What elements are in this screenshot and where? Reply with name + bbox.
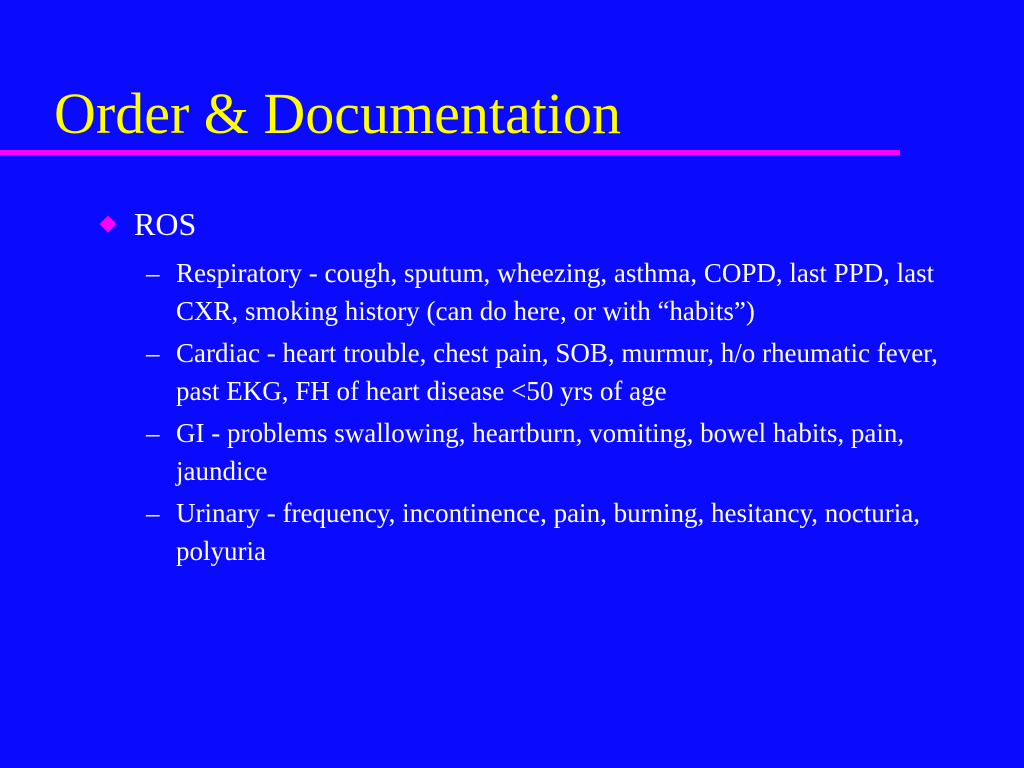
dash-marker: – (146, 418, 160, 448)
sub-bullet-gi (96, 414, 956, 490)
dash-marker: – (146, 338, 160, 368)
dash-marker: – (146, 258, 160, 288)
diamond-bullet-icon (100, 216, 117, 233)
sub-bullet-text: Urinary - frequency, incontinence, pain, burning, hesitancy, nocturia, polyuria (176, 498, 920, 566)
sub-bullet-text: GI - problems swallowing, heartburn, vomiting, bowel habits, pain, jaundice (176, 418, 905, 486)
sub-bullet-cardiac (96, 334, 956, 410)
bullet-ros (96, 200, 956, 248)
bullet-label: ROS (134, 206, 197, 242)
slide-content (96, 200, 956, 574)
sub-bullet-list (96, 254, 956, 570)
slide-title: Order & Documentation (54, 81, 621, 146)
sub-bullet-respiratory (96, 254, 956, 330)
title-underline (0, 150, 900, 155)
sub-bullet-urinary (96, 494, 956, 570)
sub-bullet-text: Respiratory - cough, sputum, wheezing, asthma, COPD, last PPD, last CXR, smoking history (can do here, or with “habits”) (176, 258, 935, 326)
sub-bullet-text: Cardiac - heart trouble, chest pain, SOB, murmur, h/o rheumatic fever, past EKG, FH of heart disease <50 yrs of age (176, 338, 938, 406)
dash-marker: – (146, 498, 160, 528)
